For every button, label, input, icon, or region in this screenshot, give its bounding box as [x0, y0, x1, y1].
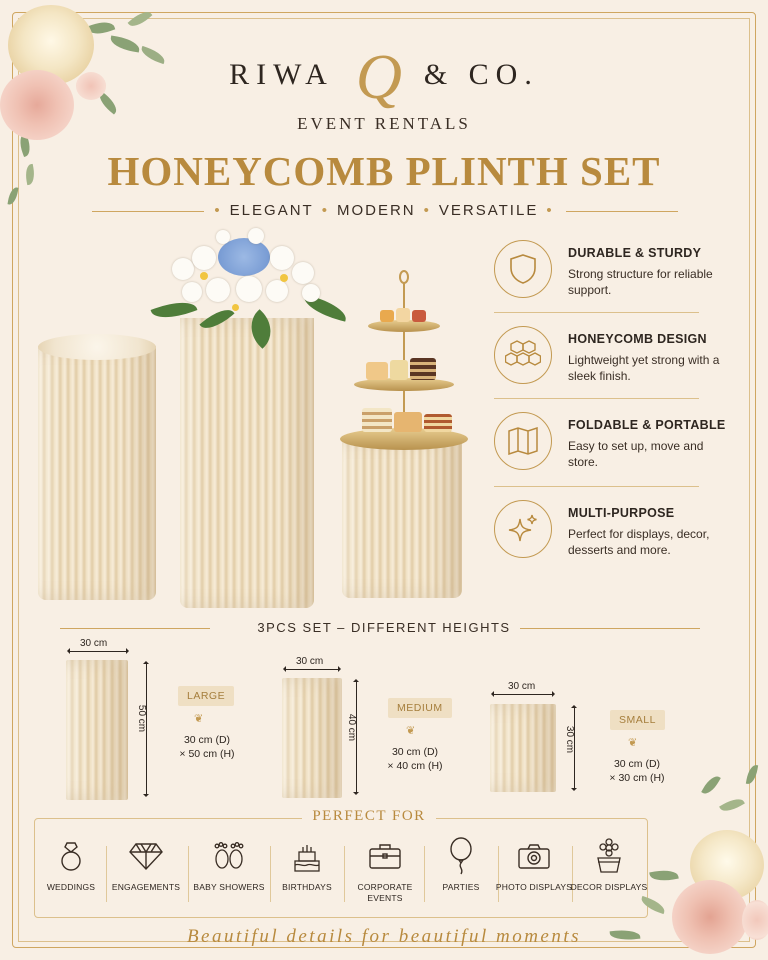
use-case-label: ENGAGEMENTS	[111, 882, 181, 892]
feature-description: Lightweight yet strong with a sleek finish.	[568, 353, 720, 383]
size-badge: SMALL	[610, 710, 665, 730]
height-label: 30 cm	[564, 725, 576, 754]
use-case-birthdays	[268, 838, 346, 912]
sparkle-icon	[507, 513, 539, 545]
honeycomb-icon	[505, 339, 541, 371]
width-arrow	[284, 669, 340, 670]
feature-divider	[494, 312, 699, 313]
feature-title: DURABLE & STURDY	[568, 246, 702, 260]
feature-foldable	[494, 412, 734, 496]
brand-monogram: Q	[355, 41, 402, 112]
width-label: 30 cm	[508, 681, 536, 692]
tagline-word: ELEGANT	[229, 202, 314, 219]
use-case-photo-displays	[495, 838, 573, 912]
feature-title: MULTI-PURPOSE	[568, 506, 675, 520]
use-case-label: BIRTHDAYS	[282, 882, 332, 892]
sprig-icon: ❦	[406, 725, 416, 737]
use-case-label: PHOTO DISPLAYS	[495, 882, 573, 892]
sprig-icon: ❦	[628, 737, 638, 749]
briefcase-icon	[368, 842, 402, 870]
use-case-decor-displays	[570, 838, 648, 912]
tagline: • ELEGANT • MODERN • VERSATILE •	[214, 202, 554, 219]
use-case-label: WEDDINGS	[46, 882, 96, 892]
page-title: HONEYCOMB PLINTH SET	[107, 148, 661, 194]
tagline-word: VERSATILE	[438, 202, 539, 219]
shield-icon	[508, 253, 538, 285]
baby-feet-icon	[212, 841, 246, 871]
plinth-left	[38, 346, 156, 600]
plinth-medium	[282, 678, 342, 798]
size-description: 30 cm (D) × 40 cm (H)	[387, 746, 443, 772]
use-case-engagements	[107, 838, 185, 912]
feature-description: Easy to set up, move and store.	[568, 439, 704, 469]
use-case-weddings	[32, 838, 110, 912]
flower-pot-icon	[593, 838, 625, 874]
tagline-word: MODERN	[336, 202, 416, 219]
plinth-large	[66, 660, 128, 800]
perfect-for-title: PERFECT FOR	[0, 808, 738, 825]
width-arrow	[68, 651, 128, 652]
size-description: 30 cm (D) × 30 cm (H)	[609, 758, 665, 784]
plinth-right	[342, 440, 462, 598]
flower-bouquet	[152, 222, 348, 342]
size-badge: LARGE	[178, 686, 234, 706]
brand-logo	[0, 40, 768, 114]
feature-title: FOLDABLE & PORTABLE	[568, 418, 726, 432]
use-case-label: DECOR DISPLAYS	[570, 882, 648, 892]
brand-subtitle: EVENT RENTALS	[297, 114, 471, 133]
use-case-baby-showers	[190, 838, 268, 912]
feature-title: HONEYCOMB DESIGN	[568, 332, 707, 346]
brand-name-right: & CO.	[423, 58, 539, 91]
set-title: 3PCS SET – DIFFERENT HEIGHTS	[257, 620, 511, 635]
width-label: 30 cm	[296, 656, 324, 667]
balloon-icon	[448, 837, 474, 875]
plinth-center	[180, 318, 314, 608]
size-badge: MEDIUM	[388, 698, 452, 718]
width-label: 30 cm	[80, 638, 108, 649]
use-case-corporate-events	[346, 838, 424, 912]
use-case-label: BABY SHOWERS	[193, 882, 265, 892]
cake-icon	[291, 839, 323, 873]
width-arrow	[492, 694, 554, 695]
height-label: 40 cm	[346, 713, 358, 742]
camera-icon	[517, 842, 551, 870]
sprig-icon: ❦	[194, 713, 204, 725]
folded-map-icon	[507, 427, 539, 455]
ring-icon	[56, 839, 86, 873]
feature-multipurpose	[494, 500, 734, 584]
plinth-small	[490, 704, 556, 792]
feature-description: Strong structure for reliable support.	[568, 267, 713, 297]
use-case-label: PARTIES	[442, 882, 480, 892]
feature-description: Perfect for displays, decor, desserts and more.	[568, 527, 710, 557]
footer-tagline: Beautiful details for beautiful moments	[186, 926, 582, 947]
use-case-parties	[422, 838, 500, 912]
diamond-icon	[129, 842, 163, 870]
size-description: 30 cm (D) × 50 cm (H)	[179, 734, 235, 760]
feature-divider	[494, 398, 699, 399]
height-label: 50 cm	[136, 704, 148, 733]
feature-divider	[494, 486, 699, 487]
brand-name-left: RIWA	[229, 58, 334, 91]
shield-icon-badge	[494, 240, 552, 298]
use-case-label: CORPORATE EVENTS	[357, 882, 413, 903]
